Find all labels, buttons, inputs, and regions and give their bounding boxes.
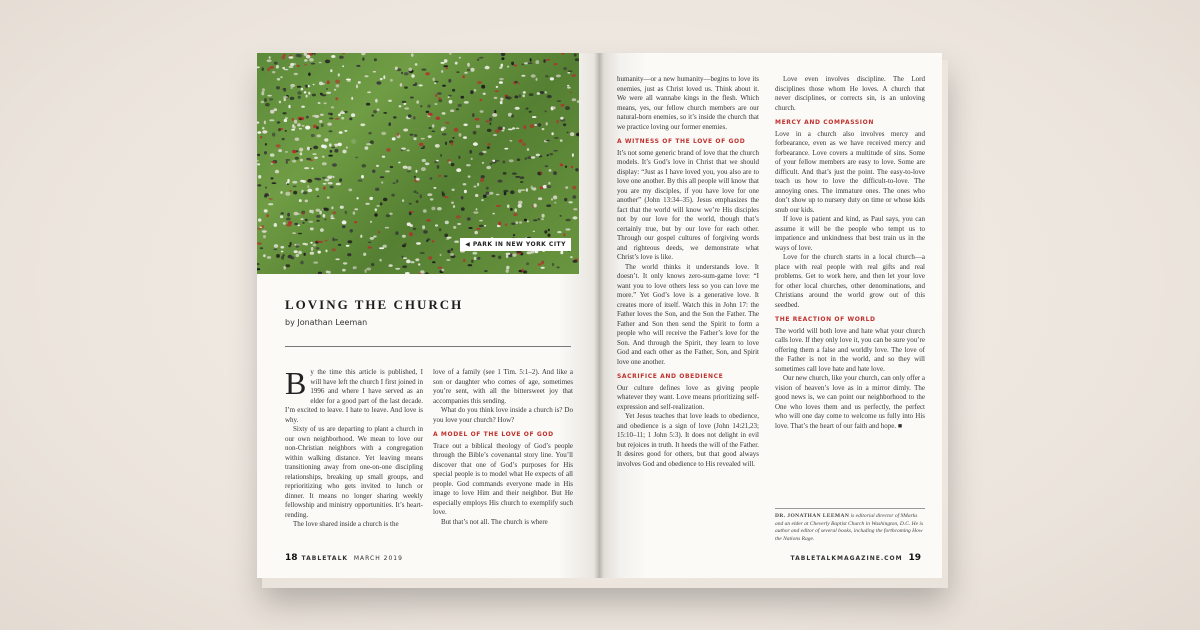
author-bio xyxy=(775,508,925,543)
intro-paragraph xyxy=(285,365,423,425)
right-footer xyxy=(775,553,925,563)
paragraph: But that’s not all. The church is where xyxy=(441,517,548,526)
section-heading: A MODEL OF THE LOVE OF GOD xyxy=(433,431,554,438)
paragraph: It’s not some generic brand of love that the church models. It’s God’s love in Christ that we should display: “Just as I have loved you, you also are to love one another. By this all people will know that you are my disciples, if you have love for one another” (John 13:34–35). Jesus emphasizes the fact that the world will know we’re His disciples not by our love for the world, though that’s certainly true, but by our love for each other. Through our gospel cultures of forgiving words and righteous deeds, we demonstrate what Christ’s love is like. xyxy=(617,148,759,261)
right-column-2 xyxy=(775,75,925,431)
paragraph: Love for the church starts in a local church—a place with real people with real gifts and real problems. Get to work here, and then let your love for other local churches, other denominations, and Christians around the world grow out of this seedbed. xyxy=(775,253,925,309)
page-number: 19 xyxy=(908,553,921,563)
book-spine xyxy=(594,53,604,578)
drop-cap: B xyxy=(285,365,307,401)
section-heading: SACRIFICE AND OBEDIENCE xyxy=(617,373,724,380)
paragraph: Sixty of us are departing to plant a church in our own neighborhood. We mean to love our non-Christian neighbors with a congregation within walking distance. Yet leaving means transitioning away from one-on-one discipling relationships, breaking up small groups, and reprioritizing who gets invited to lunch or dinner. It means no longer sharing weekly fellowship and ministry opportunities. It’s heart-rending. xyxy=(285,425,423,519)
left-column-2 xyxy=(433,368,573,527)
left-column-1 xyxy=(285,365,423,530)
right-column-1 xyxy=(617,75,759,469)
issue-date: MARCH 2019 xyxy=(353,555,403,562)
paragraph: Our culture defines love as giving people whatever they want. Love means prioritizing self-expression and self-realization. xyxy=(617,383,759,411)
article-title: LOVING THE CHURCH xyxy=(285,297,464,312)
paragraph: Our new church, like your church, can only offer a vision of heaven’s love as in a mirror dimly. The good news is, we can point our neighborhood to the One who loves them and us perfectly, the perfect who will one day come to welcome us fully into His love. That’s the heart of our faith and hope. ■ xyxy=(775,374,925,430)
bio-name: DR. JONATHAN LEEMAN xyxy=(775,513,850,519)
article-byline: by Jonathan Leeman xyxy=(285,318,368,327)
bio-text: is editorial director of 9Marks and an elder at Cheverly Baptist Church in Washington, D.C. He is author and editor of several books, including the forthcoming How the Nations Rage. xyxy=(775,513,924,542)
paragraph: The world will both love and hate what your church calls love. If they only love it, you can be sure you’re offering them a false and worldly love. The love of the Father is not in the world, and so they will sometimes call love hate and hate love. xyxy=(775,326,925,373)
photo-caption: ◀ PARK IN NEW YORK CITY xyxy=(460,238,571,251)
paragraph: humanity—or a new humanity—begins to love its enemies, just as Christ loved us. Think about it. We were all wannabe kings in the flesh. Which means, yes, our fellow church members are our natural-born enemies, so it’s inside the church that we practice loving our former enemies. xyxy=(617,75,759,131)
paragraph: Love even involves discipline. The Lord disciplines those whom He loves. A church that never disciplines, or corrects sin, is an unloving church. xyxy=(775,75,925,112)
left-page xyxy=(257,53,599,578)
paragraph: The love shared inside a church is the xyxy=(293,520,399,528)
paragraph: Trace out a biblical theology of God’s people through the Bible’s covenantal story line. You’ll discover that one of God’s purposes for His special people is to model what He expects of all people. God commands everyone made in His image to love Him and their neighbor. But He especially employs His church to exemplify such love. xyxy=(433,441,573,516)
paragraph: The world thinks it understands love. It doesn’t. It only knows zero-sum-game love: “I want you to love others less so you can love me more.” Yet God’s love is a generative love. It creates more of itself. Watch this in John 17: the Father loves the Son, and the Son the Father. The Father and Son then send the Spirit to form a people who will receive the Father’s love for the Son. And through the Spirit, they learn to love God and each other as the Father, Son, and Spirit love one another. xyxy=(617,262,759,366)
page-number: 18 xyxy=(285,553,298,563)
park-crowd-photo xyxy=(257,53,579,274)
paragraph: Love in a church also involves mercy and forbearance, even as we have received mercy and forbearance. Love covers a multitude of sins. Some of your fellow members are easy to love. Some are difficult. And that’s just the point. The easy-to-love teach us how to love the difficult-to-love. The annoying ones. The immature ones. The ones who don’t show up to nursery duty on time or whose kids snub our kids. xyxy=(775,129,925,214)
magazine-name: TABLETALK xyxy=(301,555,349,562)
intro-text: y the time this article is published, I will have left the church I first joined in 1996 and where I have served as an elder for a good part of the last decade. I’m excited to leave. I hate to leave. And love is why. xyxy=(285,368,423,424)
paragraph: Yet Jesus teaches that love leads to obedience, and obedience is a sign of love (John 14:21,23; 15:10–11; 1 John 5:3). It does not delight in evil but rejoices in truth. It heeds the will of the Father. It desires good for others, but that good always involves God and obedience to His revealed will. xyxy=(617,412,759,468)
paragraph: If love is patient and kind, as Paul says, you can assume it will be the people who tempt us to impatience and unkindness that best train us in the ways of love. xyxy=(775,215,925,252)
left-footer xyxy=(285,553,403,563)
right-page xyxy=(599,53,942,578)
paragraph: What do you think love inside a church is? Do you love your church? How? xyxy=(433,406,573,424)
magazine-website: TABLETALKMAGAZINE.COM xyxy=(790,555,903,562)
title-divider xyxy=(285,346,571,347)
paragraph: love of a family (see 1 Tim. 5:1–2). And like a son or daughter who comes of age, sometimes you’re sent, with all the bittersweet joy that accompanies this sending. xyxy=(433,368,573,405)
section-heading: A WITNESS OF THE LOVE OF GOD xyxy=(617,138,746,145)
section-heading: THE REACTION OF WORLD xyxy=(775,316,876,323)
section-heading: MERCY AND COMPASSION xyxy=(775,119,874,126)
